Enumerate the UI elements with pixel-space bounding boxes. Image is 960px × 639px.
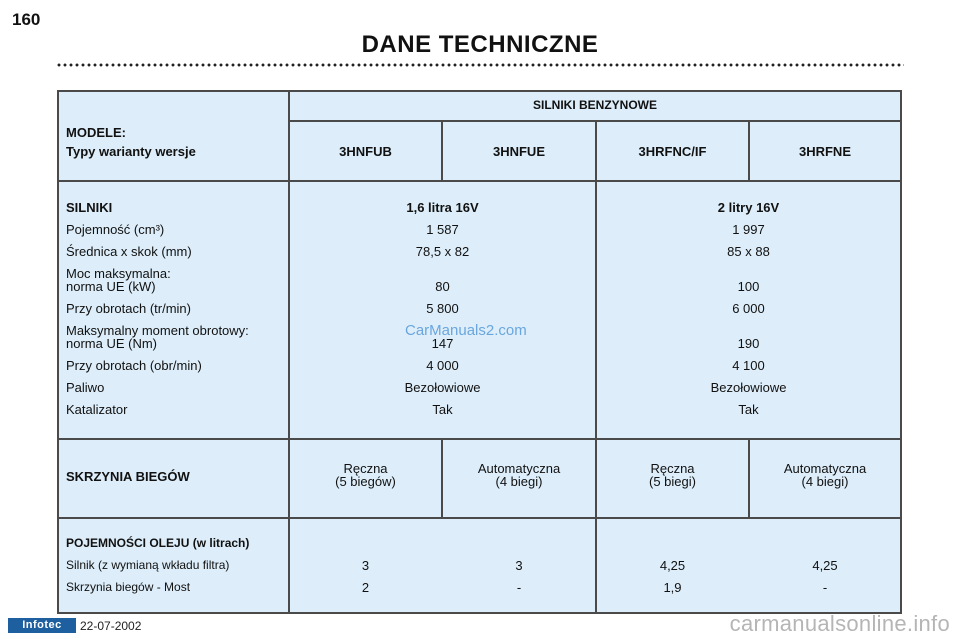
- row-label: Przy obrotach (tr/min): [66, 301, 191, 316]
- row-value-b: Tak: [738, 402, 759, 417]
- engines-label: SILNIKI: [66, 200, 113, 215]
- row-value-a: 4 000: [426, 358, 459, 373]
- row-label-line2: norma UE (Nm): [66, 336, 158, 351]
- row-value-a: 5 800: [426, 301, 459, 316]
- row-value-b: 4 100: [732, 358, 765, 373]
- gearbox-cell-2-l1: Automatyczna: [477, 461, 561, 476]
- oil-row-value: 4,25: [659, 558, 686, 573]
- row-value-b: 85 x 88: [727, 244, 770, 259]
- infotec-logo: Infotec: [8, 618, 76, 633]
- row-value-b: 1 997: [732, 222, 765, 237]
- header-group: SILNIKI BENZYNOWE: [532, 98, 657, 112]
- oil-row-value: 3: [361, 558, 370, 573]
- gearbox-cell-3-l1: Ręczna: [650, 461, 695, 476]
- oil-row-label: Silnik (z wymianą wkładu filtra): [66, 558, 230, 572]
- row-divider-variants: [59, 180, 900, 182]
- oil-row-value: -: [822, 580, 828, 595]
- row-value-a: 147: [431, 336, 454, 351]
- variant-4: 3HRFNE: [798, 144, 851, 159]
- col-divider-main: [288, 92, 290, 612]
- row-label: Katalizator: [66, 402, 128, 417]
- gearbox-cell-1-l1: Ręczna: [343, 461, 388, 476]
- row-divider-engines: [59, 438, 900, 440]
- oil-row-value: 2: [361, 580, 370, 595]
- row-label: Moc maksymalna:: [66, 266, 171, 281]
- row-value-a: Bezołowiowe: [404, 380, 481, 395]
- row-label: Paliwo: [66, 380, 105, 395]
- gearbox-cell-2-l2: (4 biegi): [495, 474, 543, 489]
- row-label-line2: norma UE (kW): [66, 279, 156, 294]
- row-value-a: 80: [435, 279, 450, 294]
- page-number: 160: [12, 10, 41, 29]
- row-divider-gearbox: [59, 517, 900, 519]
- row-value-b: 190: [737, 336, 760, 351]
- engine-a-label: 1,6 litra 16V: [406, 200, 479, 215]
- row-value-a: Tak: [432, 402, 453, 417]
- models-label: MODELE:: [66, 125, 126, 140]
- engine-b-label: 2 litry 16V: [717, 200, 780, 215]
- gearbox-label: SKRZYNIA BIEGÓW: [66, 469, 190, 484]
- footer-date: 22-07-2002: [80, 619, 142, 633]
- variant-1: 3HNFUB: [339, 144, 392, 159]
- gearbox-cell-3-l2: (5 biegi): [649, 474, 696, 489]
- gearbox-cell-1-l2: (5 biegów): [335, 474, 396, 489]
- row-value-b: 6 000: [732, 301, 765, 316]
- oil-row-value: 1,9: [663, 580, 682, 595]
- variant-3: 3HRFNC/IF: [638, 144, 707, 159]
- row-label: Średnica x skok (mm): [66, 244, 192, 259]
- oil-row-value: 4,25: [812, 558, 838, 573]
- gearbox-cell-4-l1: Automatyczna: [783, 461, 867, 476]
- gearbox-cell-4-l2: (4 biegi): [801, 474, 849, 489]
- row-label: Przy obrotach (obr/min): [66, 358, 202, 373]
- row-value-a: 1 587: [426, 222, 459, 237]
- footer-site-watermark: carmanualsonline.info: [729, 611, 950, 636]
- oil-row-label: Skrzynia biegów - Most: [66, 580, 191, 594]
- row-label: Pojemność (cm³): [66, 222, 165, 237]
- row-label: Maksymalny moment obrotowy:: [66, 323, 249, 338]
- oil-row-value: -: [516, 580, 522, 595]
- row-divider-header: [288, 120, 900, 122]
- oil-label: POJEMNOŚCI OLEJU (w litrach): [66, 536, 250, 550]
- variant-2: 3HNFUE: [492, 144, 545, 159]
- row-value-a: 78,5 x 82: [415, 244, 470, 259]
- watermark: CarManuals2.com: [405, 322, 527, 339]
- oil-row-value: 3: [515, 558, 523, 573]
- row-value-b: 100: [737, 279, 760, 294]
- types-label: Typy warianty wersje: [66, 144, 196, 159]
- row-value-b: Bezołowiowe: [710, 380, 787, 395]
- spec-table: [57, 90, 902, 614]
- dotted-divider: [56, 63, 904, 67]
- page-title: DANE TECHNICZNE: [361, 31, 599, 58]
